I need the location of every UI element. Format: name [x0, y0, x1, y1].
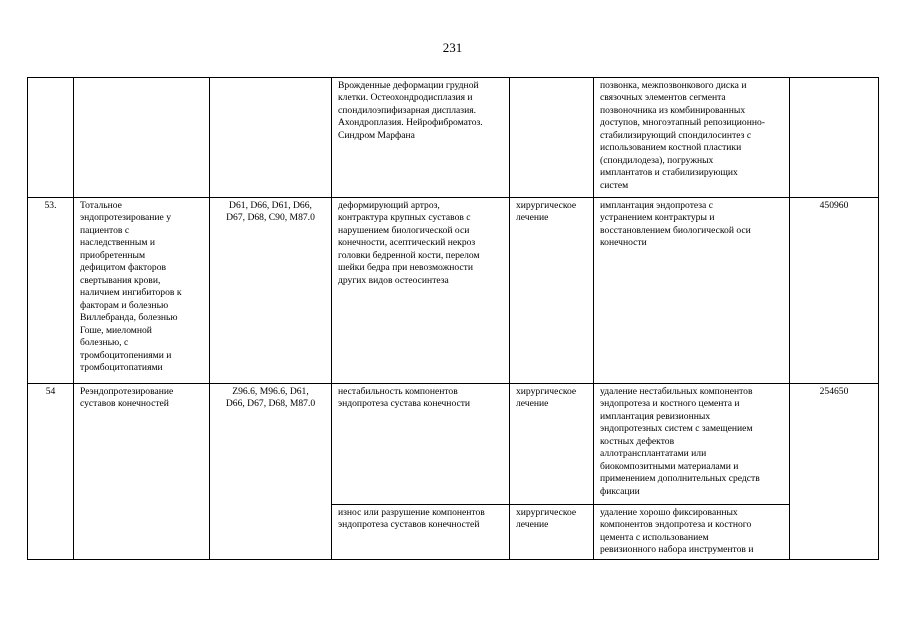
price: 254650	[790, 384, 879, 560]
patient-condition: нестабильность компонентов эндопротеза сустава конечности	[332, 384, 510, 505]
row-number	[28, 78, 74, 198]
icd-codes: D61, D66, D61, D66, D67, D68, C90, M87.0	[210, 198, 332, 384]
table-row	[28, 78, 879, 198]
patient-condition: Врожденные деформации грудной клетки. Остеохондродисплазия и спондилоэпифизарная дисплазия. Ахондроплазия. Нейрофиброматоз. Синдром Марфана	[332, 78, 510, 198]
treatment-method: позвонка, межпозвонкового диска и связочных элементов сегмента позвоночника из комбинированных доступов, многоэтапный репозиционно- стабилизирующий спондилосинтез с использованием костной пластики (спондилодеза), погружных имплантатов и стабилизирующих систем	[594, 78, 790, 198]
table-row	[28, 384, 879, 505]
treatment-method: имплантация эндопротеза с устранением контрактуры и восстановлением биологической оси конечности	[594, 198, 790, 384]
row-number: 54	[28, 384, 74, 560]
table-row	[28, 198, 879, 384]
patient-condition: износ или разрушение компонентов эндопротеза суставов конечностей	[332, 505, 510, 560]
treatment-type	[510, 78, 594, 198]
treatment-type: хирургическое лечение	[510, 505, 594, 560]
row-number: 53.	[28, 198, 74, 384]
treatment-method: удаление нестабильных компонентов эндопротеза и костного цемента и имплантация ревизионных эндопротезных систем с замещением костных дефектов аллотрансплантатами или биокомпозитными материалами и применением дополнительных средств фиксации	[594, 384, 790, 505]
price: 450960	[790, 198, 879, 384]
patient-condition: деформирующий артроз, контрактура крупных суставов с нарушением биологической оси конечности, асептический некроз головки бедренной кости, перелом шейки бедра при невозможности других видов остеосинтеза	[332, 198, 510, 384]
services-table	[27, 77, 879, 560]
service-name: Тотальное эндопротезирование у пациентов с наследственным и приобретенным дефицитом факторов свертывания крови, наличием ингибиторов к факторам и болезнью Виллебранда, болезнью Гоше, миеломной болезнью, с тромбоцитопениями и тромбоцитопатиями	[74, 198, 210, 384]
service-name	[74, 78, 210, 198]
price	[790, 78, 879, 198]
treatment-type: хирургическое лечение	[510, 198, 594, 384]
service-name: Реэндопротезирование суставов конечностей	[74, 384, 210, 560]
icd-codes: Z96.6, M96.6, D61, D66, D67, D68, M87.0	[210, 384, 332, 560]
treatment-method: удаление хорошо фиксированных компонентов эндопротеза и костного цемента с использованием ревизионного набора инструментов и	[594, 505, 790, 560]
icd-codes	[210, 78, 332, 198]
treatment-type: хирургическое лечение	[510, 384, 594, 505]
page-number: 231	[442, 40, 463, 55]
